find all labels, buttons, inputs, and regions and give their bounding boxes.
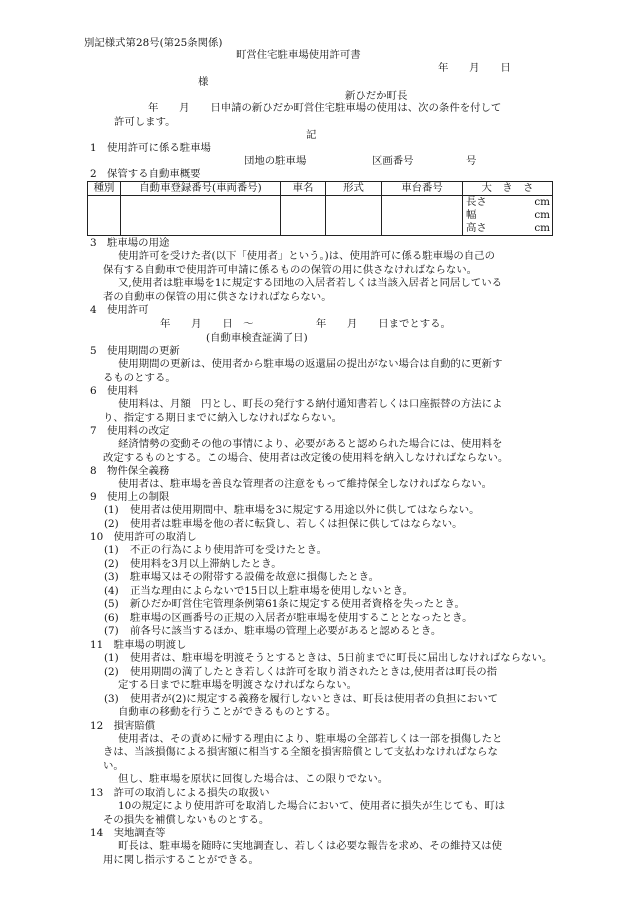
page-title: 町営住宅駐車場使用許可書	[236, 49, 361, 61]
item-number: (2)	[104, 518, 119, 530]
registration-cell	[121, 196, 281, 236]
type-cell	[88, 196, 121, 236]
item-number: (5)	[104, 598, 119, 610]
addressee-suffix: 様	[198, 76, 209, 88]
body-line: り、指定する期日までに納入しなければならない。	[103, 412, 342, 424]
item-text: 使用者は使用期間中、駐車場を3に規定する用途以外に供してはならない。	[130, 504, 480, 516]
number-suffix: 号	[466, 155, 477, 167]
item-number: (1)	[104, 504, 119, 516]
table-header-row	[88, 182, 553, 196]
item-text: 正当な理由によらないで15日以上駐車場を使用しないとき。	[130, 585, 413, 597]
item-text: 使用者は駐車場を他の者に転貸し、若しくは担保に供してはならない。	[130, 518, 463, 530]
size-unit: cm	[534, 222, 550, 234]
car-name-cell	[281, 196, 326, 236]
item-text: 駐車場の区画番号の正規の入居者が駐車場を使用することとなったとき。	[130, 612, 473, 624]
body-line: 使用者は、駐車場を善良な管理者の注意をもって維持保全しなければならない。	[118, 478, 493, 490]
intro-line: 許可します。	[114, 116, 176, 128]
body-line: 使用者は、その責めに帰する理由により、駐車場の全部若しくは一部を損傷したと	[118, 733, 503, 745]
body-line: きは、当該損傷による損害額に相当する全額を損害賠償として支払わなければならな	[103, 746, 498, 758]
item-number: (2)	[104, 666, 119, 678]
item-text: 使用期間の満了したとき若しくは許可を取り消されたときは,使用者は町長の指	[130, 666, 497, 678]
body-line: 改定するものとする。この場合、使用者は改定後の使用料を納入しなければならない。	[103, 452, 509, 464]
item-text: 使用料を3月以上滞納したとき。	[130, 558, 282, 570]
space-number-label: 区画番号	[372, 155, 414, 167]
item-text: 新ひだか町営住宅管理条例第61条に規定する使用者資格を失ったとき。	[130, 598, 465, 610]
body-line: 但し、駐車場を原状に回復した場合は、この限りでない。	[118, 773, 389, 785]
item-number: (6)	[104, 612, 119, 624]
issuer: 新ひだか町長	[345, 90, 408, 102]
size-label: 高さ	[466, 222, 487, 234]
section-heading: 2 保管する自動車概要	[90, 168, 201, 180]
section-heading: 5 使用期間の更新	[90, 345, 180, 357]
permit-period: 年 月 日 ～ 年 月 日までとする。	[160, 318, 451, 330]
body-line: 町長は、駐車場を随時に実地調査し、若しくは必要な報告を求め、その維持又は使	[118, 840, 503, 852]
model-cell	[326, 196, 382, 236]
size-unit: cm	[534, 196, 550, 208]
section-heading: 6 使用料	[90, 385, 139, 397]
section-heading: 3 駐車場の用途	[90, 237, 170, 249]
form-label: 別記様式第28号(第25条関係)	[84, 37, 223, 49]
body-line: 使用許可を受けた者(以下「使用者」という。)は、使用許可に係る駐車場の自己の	[118, 250, 495, 262]
table-row	[88, 196, 553, 236]
item-text: 不正の行為により使用許可を受けたとき。	[130, 544, 328, 556]
chassis-cell	[382, 196, 463, 236]
permit-period-note: (自動車検査証満了日)	[206, 332, 308, 344]
item-number: (3)	[104, 693, 119, 705]
body-line: 保有する自動車で使用許可申請に係るものの保管の用に供さなければならない。	[103, 264, 478, 276]
body-line: 使用料は、月額 円とし、町長の発行する納付通知書若しくは口座振替の方法によ	[118, 398, 503, 410]
body-line: るものとする。	[103, 372, 176, 384]
body-line: い。	[103, 760, 124, 772]
item-text: 使用者は、駐車場を明渡そうとするときは、5日前までに町長に届出しなければならない。	[130, 652, 553, 664]
item-text-continued: 自動車の移動を行うことができるものとする。	[118, 706, 337, 718]
vehicle-table	[87, 181, 553, 236]
section-heading: 9 使用上の制限	[90, 491, 170, 503]
item-text-continued: 定する日までに駐車場を明渡さなければならない。	[118, 679, 357, 691]
size-cell	[463, 196, 553, 236]
col-header: 大 き さ	[463, 182, 553, 196]
section-heading: 13 許可の取消しによる損失の取扱い	[90, 787, 270, 799]
col-header: 車名	[281, 182, 326, 196]
size-label: 長さ	[466, 196, 487, 208]
body-line: 又,使用者は駐車場を1に規定する団地の入居者若しくは当該入居者と同居している	[118, 277, 502, 289]
ki-marker: 記	[306, 129, 317, 141]
body-line: 経済情勢の変動その他の事情により、必要があると認められた場合には、使用料を	[118, 438, 503, 450]
body-line: 使用期間の更新は、使用者から駐車場の返還届の提出がない場合は自動的に更新す	[118, 358, 503, 370]
size-unit: cm	[534, 209, 550, 221]
section-heading: 8 物件保全義務	[90, 465, 170, 477]
date-line: 年 月 日	[438, 62, 511, 74]
body-line: 者の自動車の保管の用に供さなければならない。	[103, 291, 332, 303]
body-line: 用に関し指示することができる。	[103, 854, 259, 866]
parking-lot-label: 団地の駐車場	[244, 155, 307, 167]
body-line: 10の規定により使用許可を取消した場合において、使用者に損失が生じても、町は	[118, 800, 506, 812]
section-heading: 14 実地調査等	[90, 827, 166, 839]
section-heading: 7 使用料の改定	[90, 425, 170, 437]
item-text: 駐車場又はその附帯する設備を故意に損傷したとき。	[130, 571, 379, 583]
size-label: 幅	[466, 209, 477, 221]
section-heading: 4 使用許可	[90, 304, 149, 316]
item-number: (1)	[104, 544, 119, 556]
col-header: 形式	[326, 182, 382, 196]
section-heading: 1 使用許可に係る駐車場	[90, 142, 211, 154]
item-number: (2)	[104, 558, 119, 570]
section-heading: 12 損害賠償	[90, 720, 156, 732]
col-header: 種別	[88, 182, 121, 196]
item-number: (4)	[104, 585, 119, 597]
body-line: その損失を補償しないものとする。	[103, 814, 270, 826]
item-text: 使用者が(2)に規定する義務を履行しないときは、町長は使用者の負担において	[130, 693, 498, 705]
item-number: (3)	[104, 571, 119, 583]
section-heading: 11 駐車場の明渡し	[90, 639, 187, 651]
col-header: 自動車登録番号(車両番号)	[121, 182, 281, 196]
item-number: (1)	[104, 652, 119, 664]
item-number: (7)	[104, 625, 119, 637]
section-heading: 10 使用許可の取消し	[90, 531, 197, 543]
intro-line: 年 月 日申請の新ひだか町営住宅駐車場の使用は、次の条件を付して	[148, 102, 502, 114]
item-text: 前各号に該当するほか、駐車場の管理上必要があると認めるとき。	[130, 625, 442, 637]
col-header: 車台番号	[382, 182, 463, 196]
